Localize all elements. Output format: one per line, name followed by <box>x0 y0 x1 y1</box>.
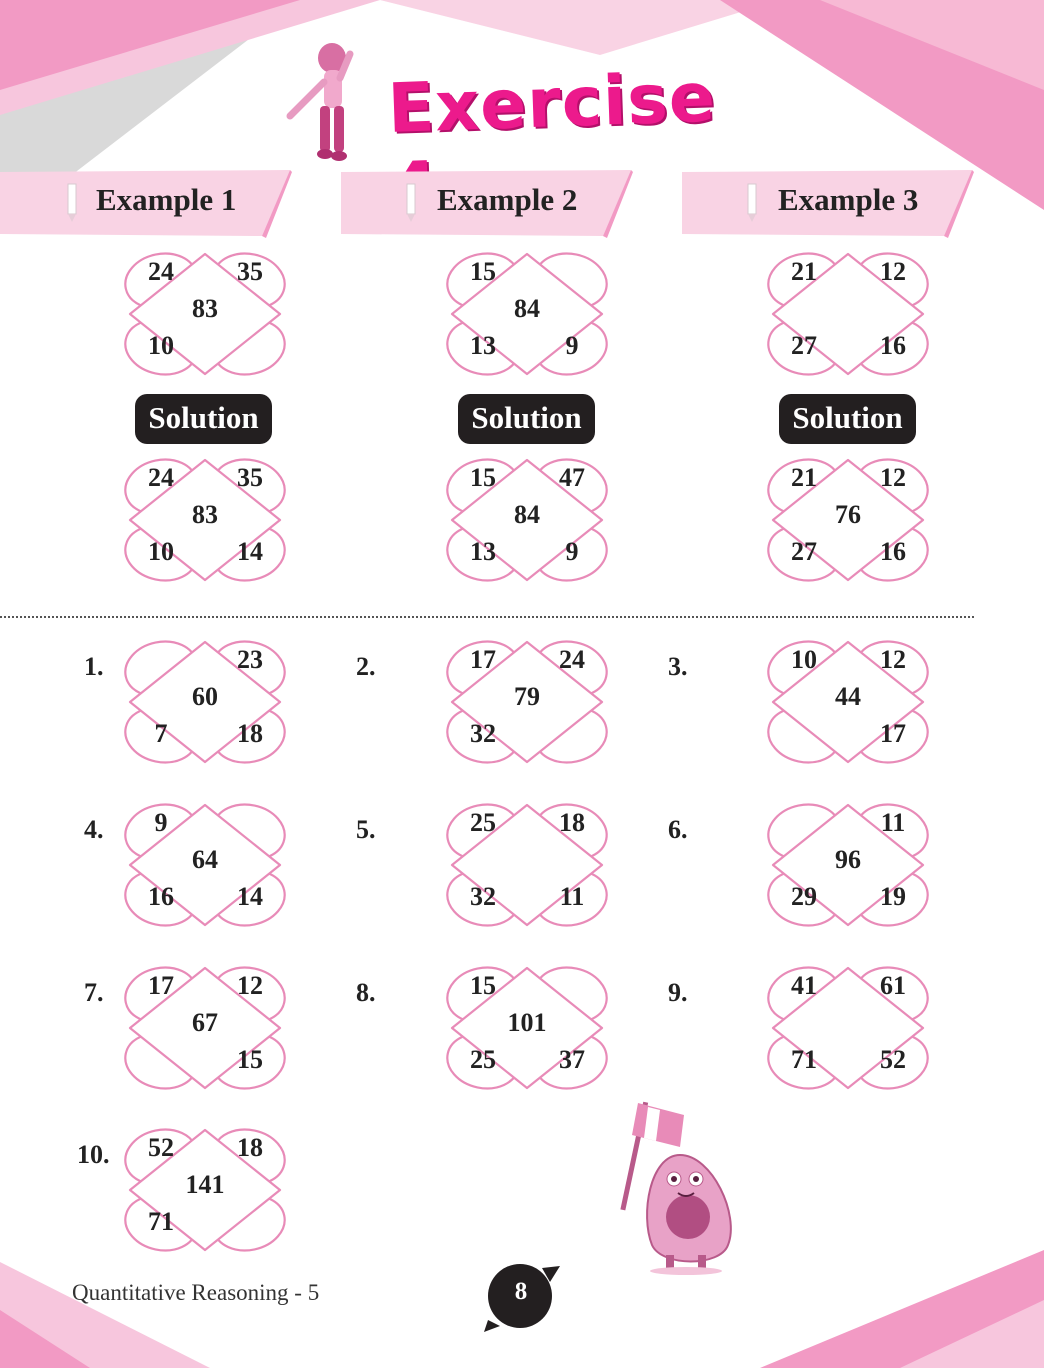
cell-top-right[interactable]: 12 <box>880 645 906 674</box>
cell-center: 83 <box>192 500 218 529</box>
question-puzzle-2 <box>442 634 612 770</box>
cell-center[interactable]: 79 <box>514 682 540 711</box>
cell-bottom-right[interactable]: 37 <box>559 1045 585 1074</box>
cell-bottom-right: 9 <box>565 331 579 360</box>
cell-top-left: 15 <box>470 257 496 286</box>
question-puzzle-9 <box>763 960 933 1096</box>
cell-center[interactable]: 101 <box>507 1008 547 1037</box>
question-number: 10. <box>77 1140 110 1169</box>
cell-bottom-right: 16 <box>880 537 906 566</box>
page-title: Exercise <box>386 58 718 149</box>
cell-bottom-left: 27 <box>791 537 817 566</box>
cell-top-left[interactable]: 52 <box>148 1133 174 1162</box>
cell-bottom-left: 10 <box>148 537 174 566</box>
cell-center[interactable]: 60 <box>192 682 218 711</box>
cell-bottom-left: 13 <box>470 331 496 360</box>
cell-bottom-left[interactable]: 71 <box>791 1045 817 1074</box>
cell-top-left[interactable]: 41 <box>791 971 817 1000</box>
cell-bottom-left[interactable]: 32 <box>470 882 496 911</box>
cell-top-left: 24 <box>148 463 174 492</box>
cell-top-left: 21 <box>791 257 817 286</box>
cell-top-left[interactable]: 17 <box>470 645 496 674</box>
example-puzzle-1 <box>120 246 290 382</box>
cell-bottom-left[interactable]: 29 <box>791 882 817 911</box>
example-banner-3 <box>682 170 974 238</box>
question-puzzle-7 <box>120 960 290 1096</box>
page-number: 8 <box>514 1278 528 1305</box>
cell-top-left[interactable]: 9 <box>154 808 168 837</box>
question-number: 1. <box>84 652 104 681</box>
cell-bottom-right: 14 <box>237 537 263 566</box>
avocado-mascot <box>600 1095 760 1275</box>
cell-center: 76 <box>835 500 861 529</box>
cell-top-right[interactable]: 11 <box>880 808 906 837</box>
example-label: Example 2 <box>437 182 578 217</box>
cell-center: 84 <box>514 294 540 323</box>
cell-top-right: 35 <box>237 463 263 492</box>
question-number: 8. <box>356 978 376 1007</box>
girl-illustration <box>284 42 364 164</box>
solution-puzzle-1 <box>120 452 290 588</box>
cell-top-right: 35 <box>237 257 263 286</box>
cell-bottom-left: 13 <box>470 537 496 566</box>
cell-bottom-left: 27 <box>791 331 817 360</box>
book-title: Quantitative Reasoning - 5 <box>72 1280 320 1305</box>
solution-puzzle-2 <box>442 452 612 588</box>
cell-bottom-right[interactable]: 18 <box>237 719 263 748</box>
cell-top-right[interactable]: 18 <box>559 808 585 837</box>
question-puzzle-3 <box>763 634 933 770</box>
question-puzzle-4 <box>120 797 290 933</box>
solution-label-3: Solution <box>779 394 916 444</box>
cell-bottom-left[interactable]: 25 <box>470 1045 496 1074</box>
cell-bottom-left[interactable]: 32 <box>470 719 496 748</box>
question-number: 9. <box>668 978 688 1007</box>
example-label: Example 1 <box>96 182 237 217</box>
cell-top-right: 12 <box>880 257 906 286</box>
cell-bottom-right[interactable]: 17 <box>880 719 906 748</box>
page-number-badge <box>484 1262 560 1332</box>
cell-top-left: 21 <box>791 463 817 492</box>
question-puzzle-1 <box>120 634 290 770</box>
cell-bottom-right: 9 <box>565 537 579 566</box>
cell-top-left: 24 <box>148 257 174 286</box>
cell-bottom-right[interactable]: 14 <box>237 882 263 911</box>
question-number: 5. <box>356 815 376 844</box>
cell-bottom-right[interactable]: 11 <box>559 882 585 911</box>
solution-puzzle-3 <box>763 452 933 588</box>
question-number: 3. <box>668 652 688 681</box>
question-puzzle-5 <box>442 797 612 933</box>
cell-top-right[interactable]: 18 <box>237 1133 263 1162</box>
solution-label-1: Solution <box>135 394 272 444</box>
cell-center[interactable]: 141 <box>185 1170 225 1199</box>
question-puzzle-6 <box>763 797 933 933</box>
question-number: 2. <box>356 652 376 681</box>
example-label: Example 3 <box>778 182 919 217</box>
example-banner-2 <box>341 170 633 238</box>
pencil-icon <box>738 180 768 224</box>
example-puzzle-3 <box>763 246 933 382</box>
section-divider <box>0 616 974 618</box>
cell-bottom-right[interactable]: 19 <box>880 882 906 911</box>
question-puzzle-8 <box>442 960 612 1096</box>
cell-center: 84 <box>514 500 540 529</box>
cell-top-left: 15 <box>470 463 496 492</box>
cell-top-right[interactable]: 61 <box>880 971 906 1000</box>
example-puzzle-2 <box>442 246 612 382</box>
cell-bottom-right: 16 <box>880 331 906 360</box>
cell-top-left[interactable]: 15 <box>470 971 496 1000</box>
cell-bottom-right[interactable]: 15 <box>237 1045 263 1074</box>
cell-center[interactable]: 44 <box>835 682 861 711</box>
cell-top-right: 47 <box>559 463 585 492</box>
question-puzzle-10 <box>120 1122 290 1258</box>
cell-center: 83 <box>192 294 218 323</box>
cell-bottom-left[interactable]: 71 <box>148 1207 174 1236</box>
cell-center[interactable]: 67 <box>192 1008 218 1037</box>
cell-top-right[interactable]: 12 <box>237 971 263 1000</box>
solution-label-2: Solution <box>458 394 595 444</box>
question-number: 7. <box>84 978 104 1007</box>
cell-bottom-left[interactable]: 7 <box>154 719 168 748</box>
cell-top-right[interactable]: 24 <box>559 645 585 674</box>
pencil-icon <box>58 180 88 224</box>
cell-center[interactable]: 96 <box>835 845 861 874</box>
cell-center[interactable]: 64 <box>192 845 218 874</box>
cell-top-right: 12 <box>880 463 906 492</box>
cell-bottom-left: 10 <box>148 331 174 360</box>
example-banner-1 <box>0 170 292 238</box>
cell-top-right[interactable]: 23 <box>237 645 263 674</box>
cell-top-left[interactable]: 25 <box>470 808 496 837</box>
cell-bottom-right[interactable]: 52 <box>880 1045 906 1074</box>
cell-bottom-left[interactable]: 16 <box>148 882 174 911</box>
cell-top-left[interactable]: 17 <box>148 971 174 1000</box>
question-number: 4. <box>84 815 104 844</box>
pencil-icon <box>397 180 427 224</box>
cell-top-left[interactable]: 10 <box>791 645 817 674</box>
question-number: 6. <box>668 815 688 844</box>
